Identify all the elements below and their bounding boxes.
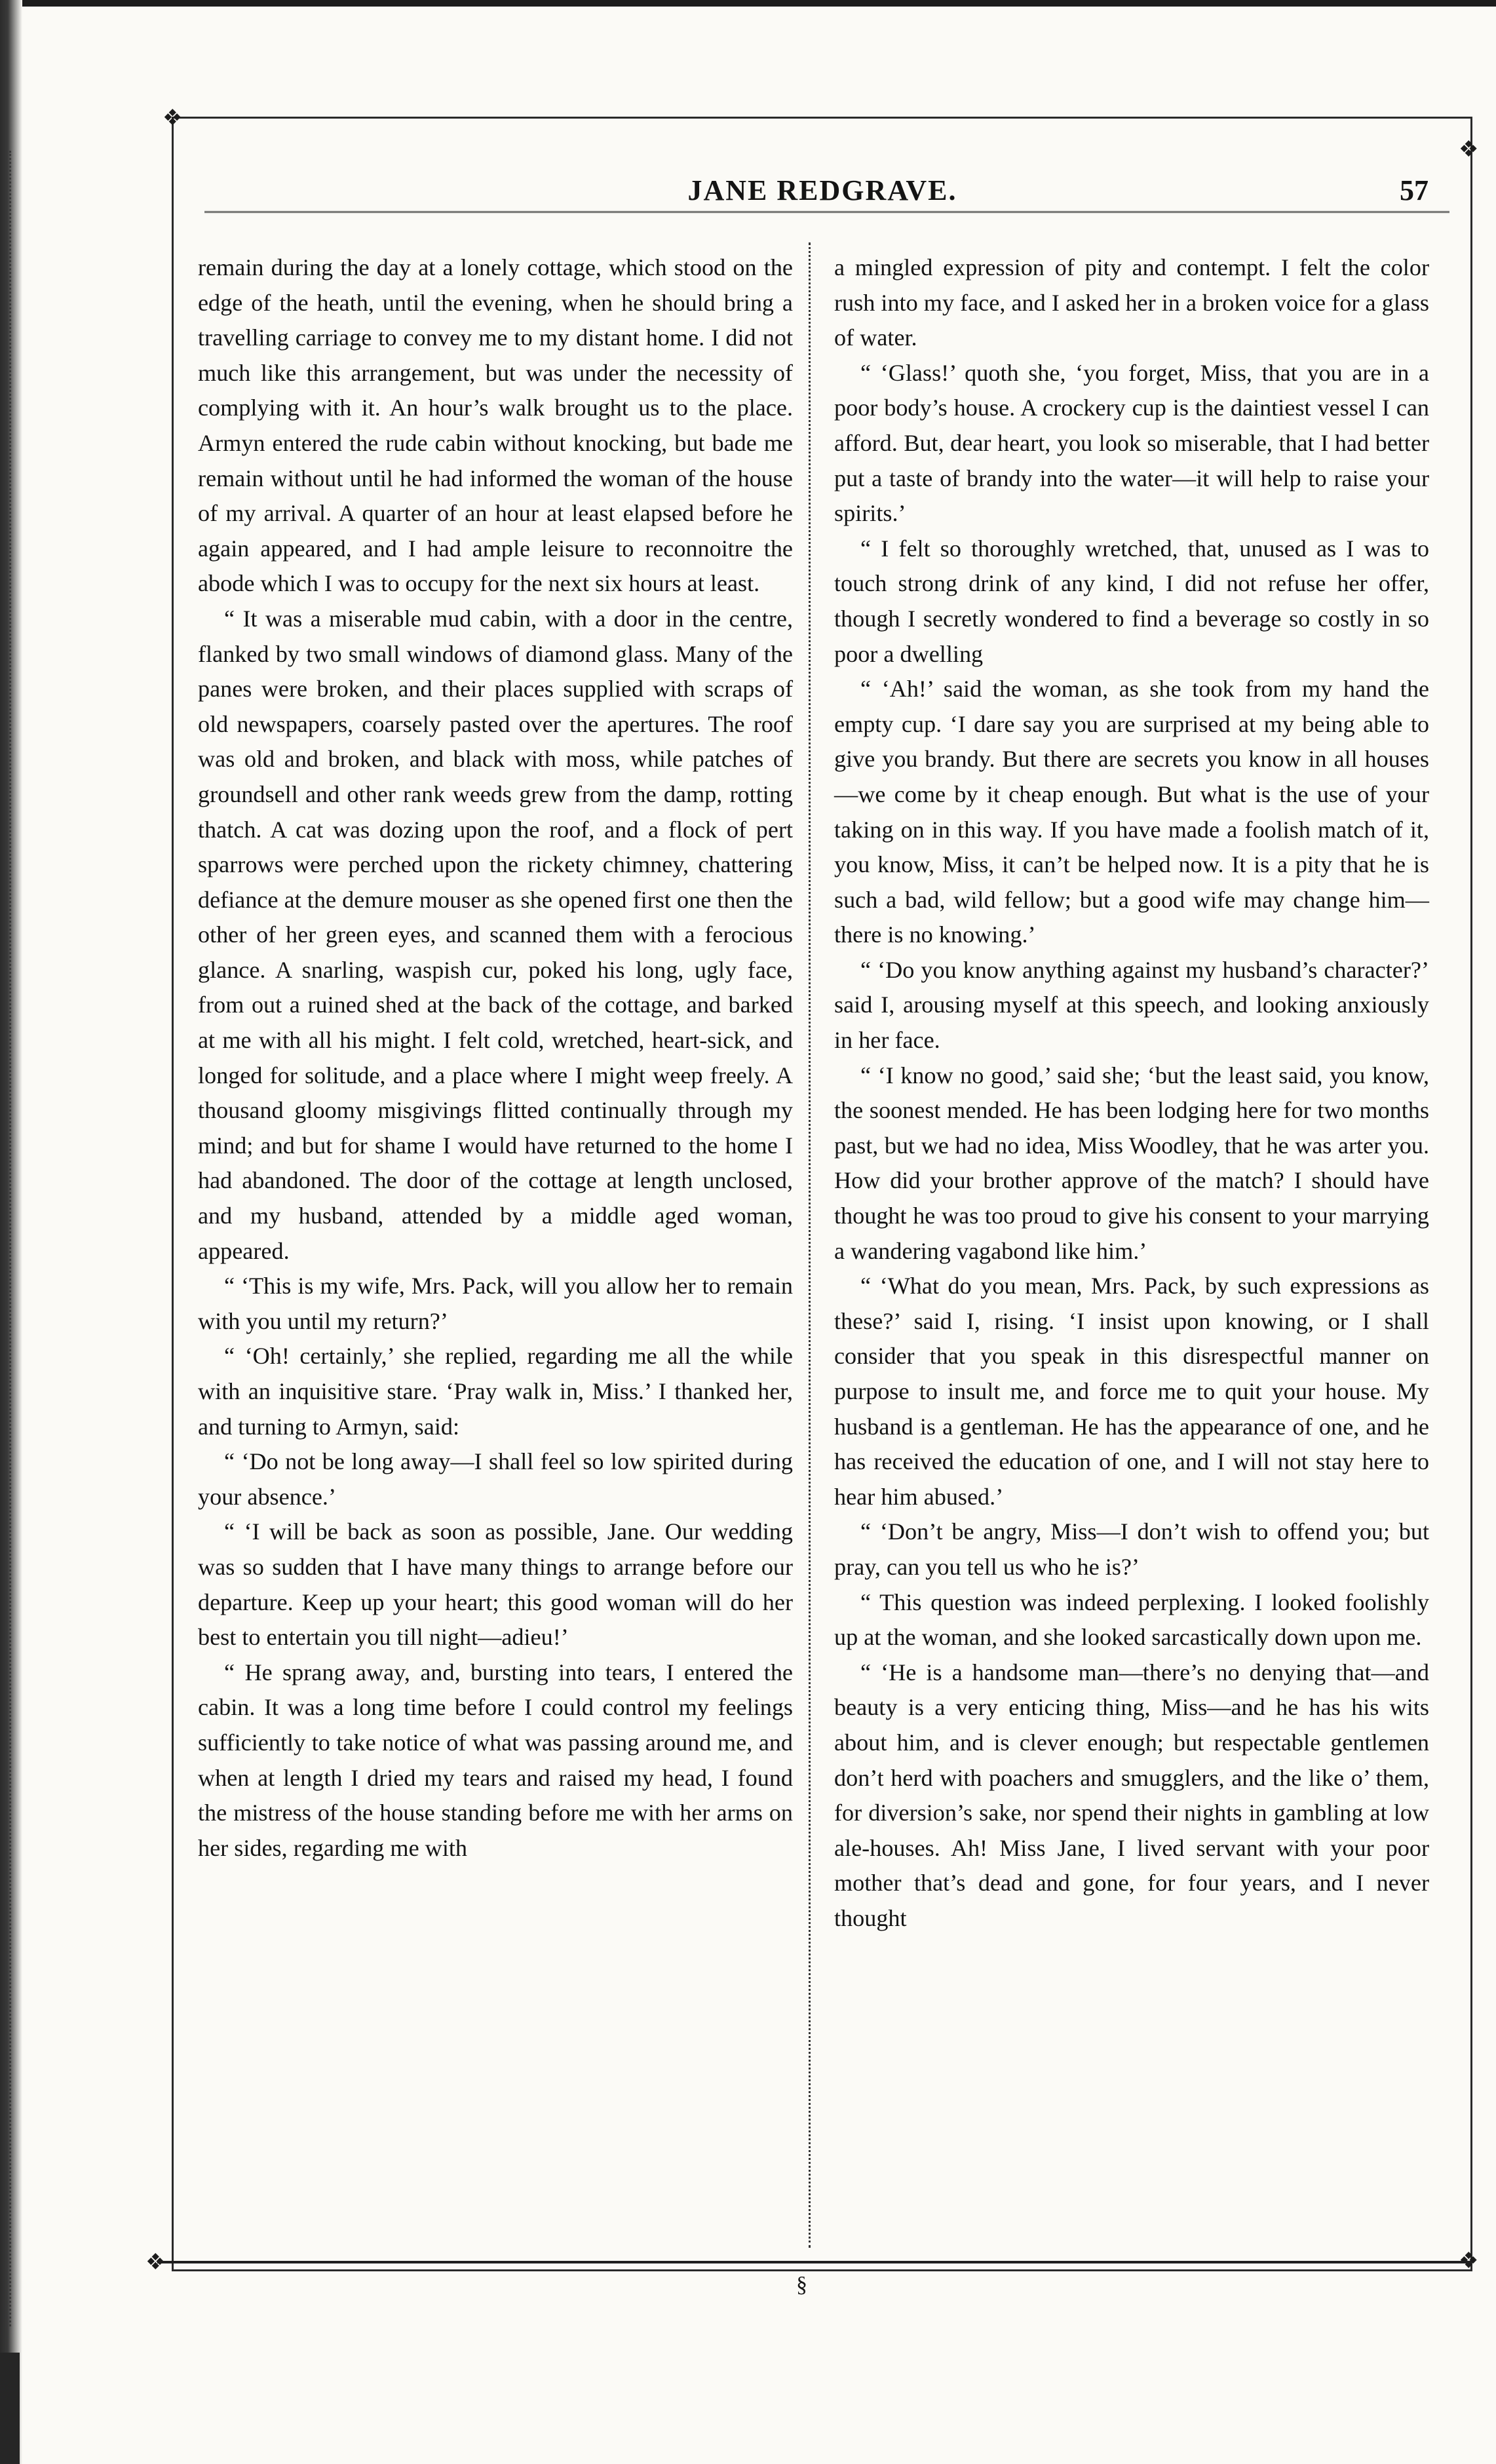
side-vine-ornament [9,151,28,2326]
paragraph: “ ‘He is a handsome man—there’s no denying that—and beauty is a very enticing thing, Miss—and he has his wits about him, and is clever enough; but respectable gentlemen don’t herd with poachers and smugglers, and the like o’ them, for diversion’s sake, nor spend their nights in gambling at low ale-houses. Ah! Miss Jane, I lived servant with your poor mother that’s dead and gone, for four years, and I never thought [834,1659,1429,1931]
paragraph: “ ‘Oh! certainly,’ she replied, regarding me all the while with an inquisitive stare. ‘Pray walk in, Miss.’ I thanked her, and turning to Armyn, said: [198,1343,793,1440]
paragraph: “ This question was indeed perplexing. I looked foolishly up at the woman, and she looked sarcastically down upon me. [834,1588,1429,1651]
corner-ornament-bottom-right: ❖ [1459,2249,1479,2273]
paragraph: “ ‘Do not be long away—I shall feel so low spirited during your absence.’ [198,1448,793,1510]
paragraph: “ ‘Don’t be angry, Miss—I don’t wish to offend you; but pray, can you tell us who he is?’ [834,1518,1429,1580]
page-number: 57 [1400,174,1429,206]
paragraph: “ ‘Ah!’ said the woman, as she took from my hand the empty cup. ‘I dare say you are surprised at my being able to give you brandy. But there are secrets you know in all houses—we come by it cheap enough. But what is the use of your taking on in this way. If you have made a foolish match of it, you know, Miss, it can’t be helped now. It is a pity that he is such a bad, wild fellow; but a good wife may change him—there is no knowing.’ [834,676,1429,948]
corner-ornament-top-left: ❖ [163,106,183,130]
corner-ornament-top-right: ❖ [1459,138,1479,162]
paragraph: “ He sprang away, and, bursting into tears, I entered the cabin. It was a long time before I could control my feelings sufficiently to take notice of what was passing around me, and when at length I dried my tears and raised my head, I found the mistress of the house standing before me with her arms on her sides, regarding me with [198,1659,793,1861]
paragraph: remain during the day at a lonely cottage, which stood on the edge of the heath, until the evening, when he should bring a travelling carriage to convey me to my distant home. I did not much like this arrangement, but was under the necessity of complying with it. An hour’s walk brought us to the place. Armyn entered the rude cabin without knocking, but bade me remain without until he had informed the woman of the house of my arrival. A quarter of an hour at least elapsed before he again appeared, and I had ample leisure to reconnoitre the abode which I was to occupy for the next six hours at least. [198,254,793,597]
paragraph: a mingled expression of pity and contempt. I felt the color rush into my face, and I asked her in a broken voice for a glass of water. [834,254,1429,351]
paragraph: “ It was a miserable mud cabin, with a door in the centre, flanked by two small windows of diamond glass. Many of the panes were broken, and their places supplied with scraps of old newspapers, coarsely pasted over the apertures. The roof was old and broken, and black with moss, while patches of groundsell and other rank weeds grew from the damp, rotting thatch. A cat was dozing upon the roof, and a flock of pert sparrows were perched upon the rickety chimney, chattering defiance at the demure mouser as she opened first one then the other of her green eyes, and scanned them with a ferocious glance. A snarling, waspish cur, poked his long, ugly face, from out a ruined shed at the back of the cottage, and barked at me with all his might. I felt cold, wretched, heart-sick, and longed for solitude, and a place where I might weep freely. A thousand gloomy misgivings flitted continually through my mind; and but for shame I would have returned to the home I had abandoned. The door of the cottage at length unclosed, and my husband, attended by a middle aged woman, appeared. [198,605,793,1264]
paragraph: “ ‘I will be back as soon as possible, Jane. Our wedding was so sudden that I have many things to arrange before our departure. Keep up your heart; this good woman will do her best to entertain you till night—adieu!’ [198,1518,793,1651]
bottom-rule [157,2261,1471,2263]
running-title: JANE REDGRAVE. [687,174,957,206]
right-column [834,250,1429,1936]
header-rule [204,211,1449,213]
bottom-ornament: § [796,2273,807,2297]
paragraph: “ ‘Do you know anything against my husband’s character?’ said I, arousing myself at this speech, and looking anxiously in her face. [834,956,1429,1054]
page-top-edge [0,0,1496,7]
corner-ornament-bottom-left: ❖ [145,2250,166,2275]
paragraph: “ ‘What do you mean, Mrs. Pack, by such expressions as these?’ said I, rising. ‘I insist upon knowing, or I shall consider that you speak in this disrespectful manner on purpose to insult me, and force me to quit your house. My husband is a gentleman. He has the appearance of one, and he has received the education of one, and I will not stay here to hear him abused.’ [834,1273,1429,1510]
running-header [197,174,1448,213]
binding-shadow-bottom [0,2353,20,2464]
paragraph: “ ‘I know no good,’ said she; ‘but the least said, you know, the soonest mended. He has been lodging here for two months past, but we had no idea, Miss Woodley, that he was arter you. How did your brother approve of the match? I should have thought he was too proud to give his consent to your marrying a wandering vagabond like him.’ [834,1062,1429,1264]
paragraph: “ ‘This is my wife, Mrs. Pack, will you allow her to remain with you until my return?’ [198,1273,793,1334]
column-divider [809,242,811,2248]
left-column [198,250,793,1866]
paragraph: “ ‘Glass!’ quoth she, ‘you forget, Miss, that you are in a poor body’s house. A crockery cup is the daintiest vessel I can afford. But, dear heart, you look so miserable, that I had better put a taste of brandy into the water—it will help to raise your spirits.’ [834,359,1429,527]
paragraph: “ I felt so thoroughly wretched, that, unused as I was to touch strong drink of any kind, I did not refuse her offer, though I secretly wondered to find a beverage so costly in so poor a dwelling [834,535,1429,667]
